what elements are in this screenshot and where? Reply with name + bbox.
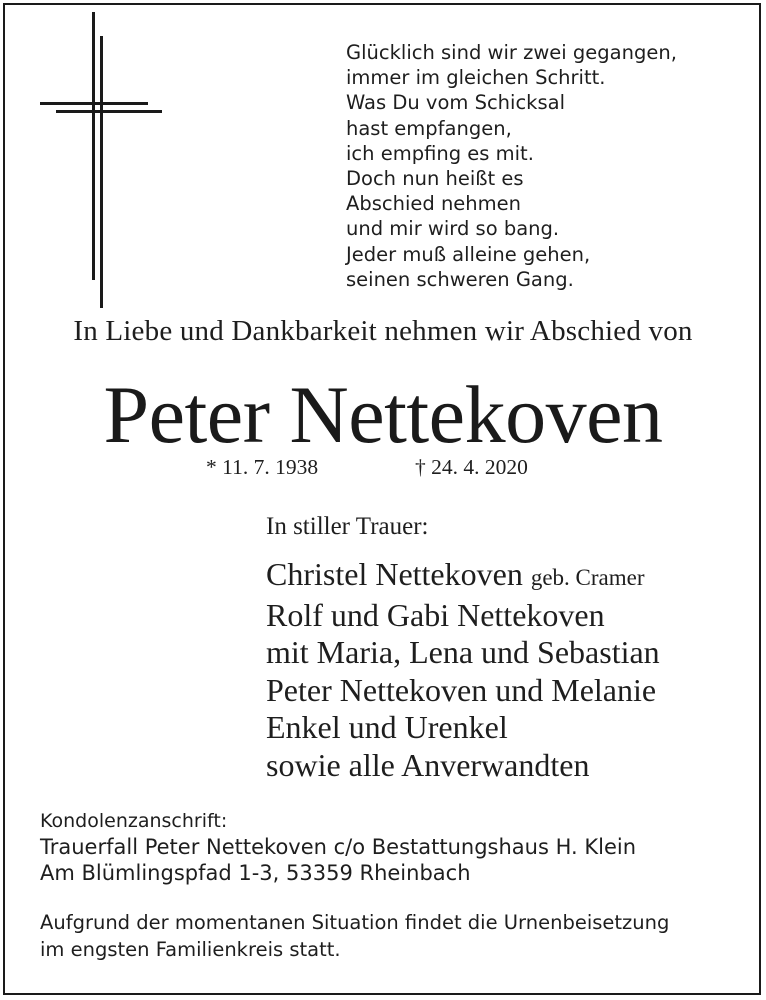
poem-line: Glücklich sind wir zwei gegangen, bbox=[346, 41, 677, 64]
death-date: 24. 4. 2020 bbox=[431, 455, 528, 479]
intro-text: In Liebe und Dankbarkeit nehmen wir Abschied von bbox=[73, 315, 693, 347]
mourner-name: Christel Nettekoven bbox=[266, 556, 523, 592]
deceased-name: Peter Nettekoven bbox=[103, 369, 663, 460]
condolence-line: Am Blümlingspfad 1-3, 53359 Rheinbach bbox=[40, 861, 471, 885]
burial-notice bbox=[40, 909, 669, 963]
mourner-line: Peter Nettekoven und Melanie bbox=[266, 671, 657, 708]
poem-line: immer im gleichen Schritt. bbox=[346, 66, 606, 90]
mourner-line: Enkel und Urenkel bbox=[266, 709, 508, 745]
poem-line: und mir wird so bang. bbox=[346, 217, 560, 241]
poem-line: hast empfangen, bbox=[346, 116, 512, 140]
mourner-line: Rolf und Gabi Nettekoven bbox=[266, 596, 605, 633]
mourner-line: mit Maria, Lena und Sebastian bbox=[266, 634, 660, 670]
poem-line: Doch nun heißt es bbox=[346, 167, 524, 191]
condolence-line: Trauerfall Peter Nettekoven c/o Bestattungshaus H. Klein bbox=[40, 835, 637, 859]
cross-icon bbox=[38, 10, 168, 310]
poem-line: Was Du vom Schicksal bbox=[346, 91, 565, 115]
poem-line: Jeder muß alleine gehen, bbox=[346, 242, 591, 266]
notice-line: im engsten Familienkreis statt. bbox=[40, 938, 341, 961]
condolence-label: Kondolenzanschrift: bbox=[40, 810, 228, 832]
mourning-heading: In stiller Trauer: bbox=[266, 513, 429, 540]
mourner-line bbox=[266, 556, 660, 597]
birth-date: * 11. 7. 1938 bbox=[206, 455, 319, 479]
poem-line: Abschied nehmen bbox=[346, 192, 522, 216]
condolence-address bbox=[40, 808, 636, 886]
poem-line: seinen schweren Gang. bbox=[346, 267, 574, 291]
mourners-list bbox=[266, 556, 660, 784]
poem-line: ich empfing es mit. bbox=[346, 141, 534, 165]
maiden-name-note: geb. Cramer bbox=[530, 565, 645, 590]
death-date-group bbox=[415, 455, 528, 480]
notice-line: Aufgrund der momentanen Situation findet die Urnenbeisetzung bbox=[40, 911, 670, 934]
poem bbox=[346, 40, 677, 292]
death-cross-icon: † bbox=[415, 455, 426, 479]
mourner-line: sowie alle Anverwandten bbox=[266, 746, 590, 783]
